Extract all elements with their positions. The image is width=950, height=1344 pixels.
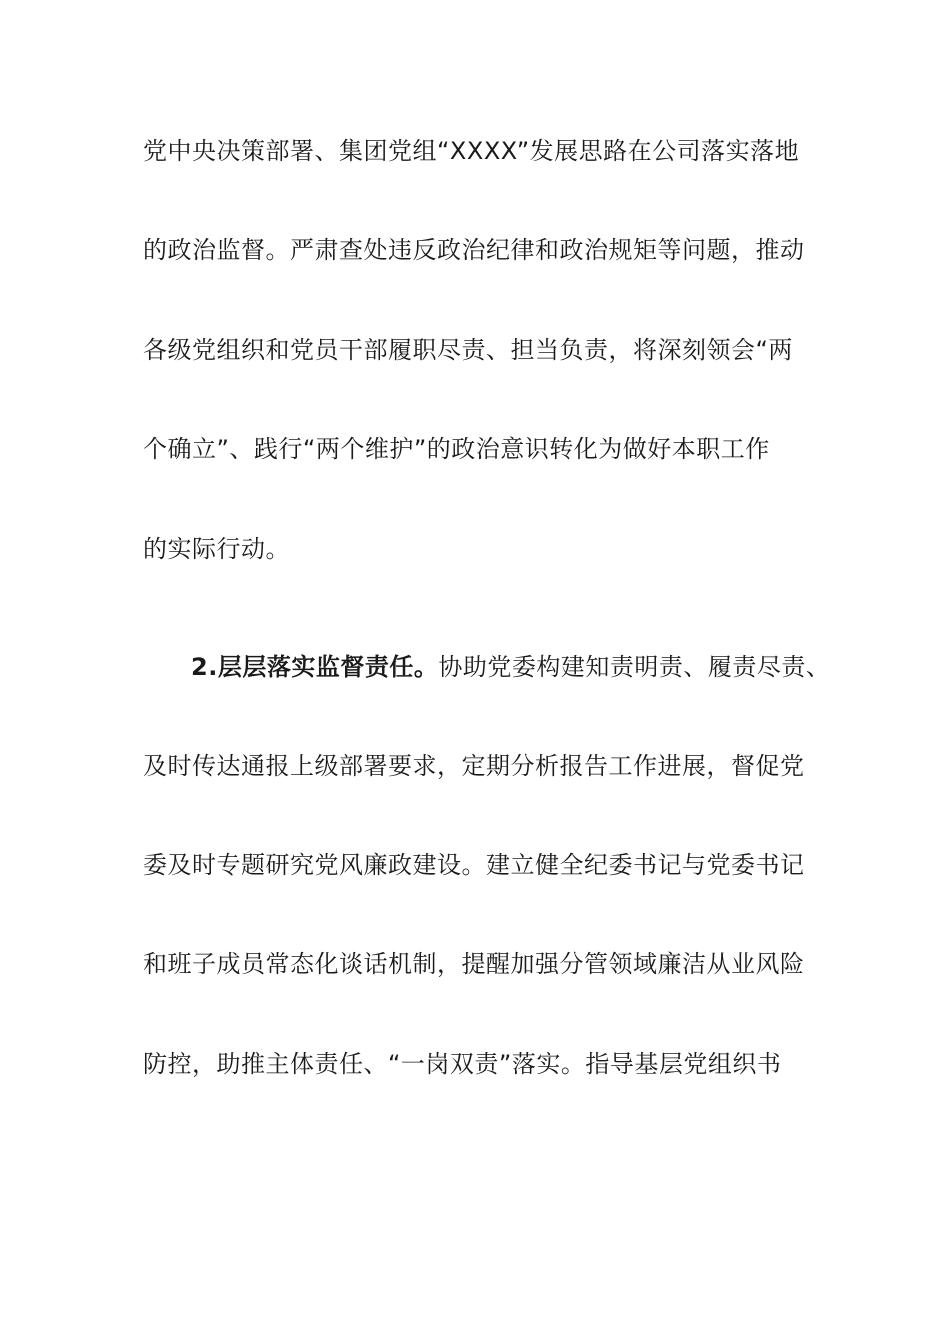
paragraph-1-line-4: 个确立”、践行“两个维护”的政治意识转化为做好本职工作: [143, 435, 770, 463]
paragraph-2-line-4: 和班子成员常态化谈话机制，提醒加强分管领域廉洁从业风险: [143, 950, 805, 978]
paragraph-2-line-1: [191, 650, 871, 684]
paragraph-2-line-5: 防控，助推主体责任、“一岗双责”落实。指导基层党组织书: [143, 1050, 782, 1078]
paragraph-1-line-3: 各级党组织和党员干部履职尽责、担当负责，将深刻领会“两: [143, 336, 793, 364]
paragraph-2-line-2: 及时传达通报上级部署要求，定期分析报告工作进展，督促党: [143, 752, 805, 780]
paragraph-1-line-2: 的政治监督。严肃查处违反政治纪律和政治规矩等问题，推动: [143, 236, 805, 264]
paragraph-2-line-1-text: 协助党委构建知责明责、履责尽责、: [438, 653, 831, 681]
paragraph-1-line-1: 党中央决策部署、集团党组“XXXX”发展思路在公司落实落地: [143, 137, 800, 165]
paragraph-2-line-3: 委及时专题研究党风廉政建设。建立健全纪委书记与党委书记: [143, 851, 805, 879]
section-heading: 2.层层落实监督责任。: [191, 653, 439, 681]
paragraph-1-line-5: 的实际行动。: [143, 535, 290, 563]
